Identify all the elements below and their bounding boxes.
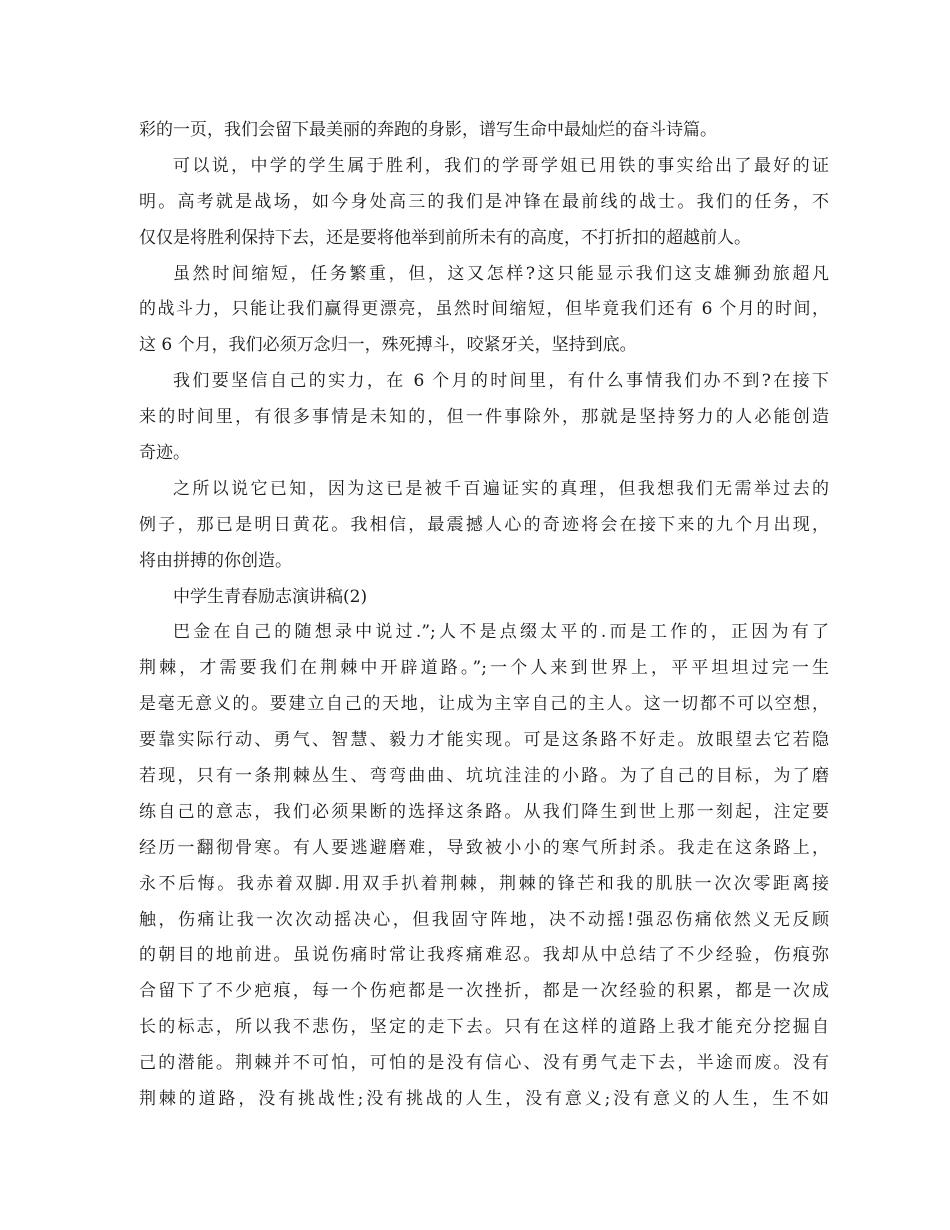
text-line: 合留下了不少疤痕，每一个伤疤都是一次挫折，都是一次经验的积累，都是一次成	[139, 981, 829, 1002]
text-line: 是毫无意义的。要建立自己的天地，让成为主宰自己的主人。这一切都不可以空想，	[139, 694, 829, 715]
text-line: 将由拼搏的你创造。	[139, 550, 292, 571]
text-line: 要靠实际行动、勇气、智慧、毅力才能实现。可是这条路不好走。放眼望去它若隐	[139, 730, 829, 751]
text-line: 巴金在自己的随想录中说过.”;人不是点缀太平的.而是工作的，正因为有了	[173, 622, 829, 643]
text-line: 我们要坚信自己的实力，在 6 个月的时间里，有什么事情我们办不到?在接下	[173, 371, 829, 392]
text-line: 的朝目的地前进。虽说伤痛时常让我疼痛难忍。我却从中总结了不少经验，伤痕弥	[139, 945, 829, 966]
document-body	[139, 113, 829, 1118]
text-line: 练自己的意志，我们必须果断的选择这条路。从我们降生到世上那一刻起，注定要	[139, 801, 829, 822]
text-line: 永不后悔。我赤着双脚.用双手扒着荆棘，荆棘的锋芒和我的肌肤一次次零距离接	[139, 873, 829, 894]
text-line: 经历一翻彻骨寒。有人要逃避磨难，导致被小小的寒气所封杀。我走在这条路上，	[139, 837, 829, 858]
text-line: 彩的一页，我们会留下最美丽的奔跑的身影，谱写生命中最灿烂的奋斗诗篇。	[139, 120, 717, 140]
text-line: 荆棘，才需要我们在荆棘中开辟道路。”;一个人来到世界上，平平坦坦过完一生	[139, 658, 829, 679]
text-line: 这 6 个月，我们必须万念归一，殊死搏斗，咬紧牙关，坚持到底。	[139, 335, 637, 356]
text-line: 来的时间里，有很多事情是未知的，但一件事除外，那就是坚持努力的人必能创造	[139, 407, 829, 428]
text-line: 可以说，中学的学生属于胜利，我们的学哥学姐已用铁的事实给出了最好的证	[173, 155, 829, 176]
text-line: 仅仅是将胜利保持下去，还是要将他举到前所未有的高度，不打折扣的超越前人。	[139, 227, 751, 248]
text-line: 长的标志，所以我不悲伤，坚定的走下去。只有在这样的道路上我才能充分挖掘自	[139, 1017, 829, 1038]
text-line: 中学生青春励志演讲稿(2)	[173, 586, 368, 607]
text-line: 的战斗力，只能让我们赢得更漂亮，虽然时间缩短，但毕竟我们还有 6 个月的时间，	[139, 299, 829, 320]
text-line: 荆棘的道路，没有挑战性;没有挑战的人生，没有意义;没有意义的人生，生不如	[139, 1089, 829, 1110]
text-line: 之所以说它已知，因为这已是被千百遍证实的真理，但我想我们无需举过去的	[173, 478, 829, 499]
text-line: 例子，那已是明日黄花。我相信，最震撼人心的奇迹将会在接下来的九个月出现，	[139, 514, 829, 535]
text-line: 明。高考就是战场，如今身处高三的我们是冲锋在最前线的战士。我们的任务，不	[139, 191, 829, 212]
text-line: 奇迹。	[139, 443, 190, 464]
text-line: 己的潜能。荆棘并不可怕，可怕的是没有信心、没有勇气走下去，半途而废。没有	[139, 1053, 829, 1074]
text-line: 若现，只有一条荆棘丛生、弯弯曲曲、坑坑洼洼的小路。为了自己的目标，为了磨	[139, 766, 829, 787]
text-line: 触，伤痛让我一次次动摇决心，但我固守阵地，决不动摇!强忍伤痛依然义无反顾	[139, 909, 829, 930]
text-line: 虽然时间缩短，任务繁重，但，这又怎样?这只能显示我们这支雄狮劲旅超凡	[173, 263, 829, 284]
